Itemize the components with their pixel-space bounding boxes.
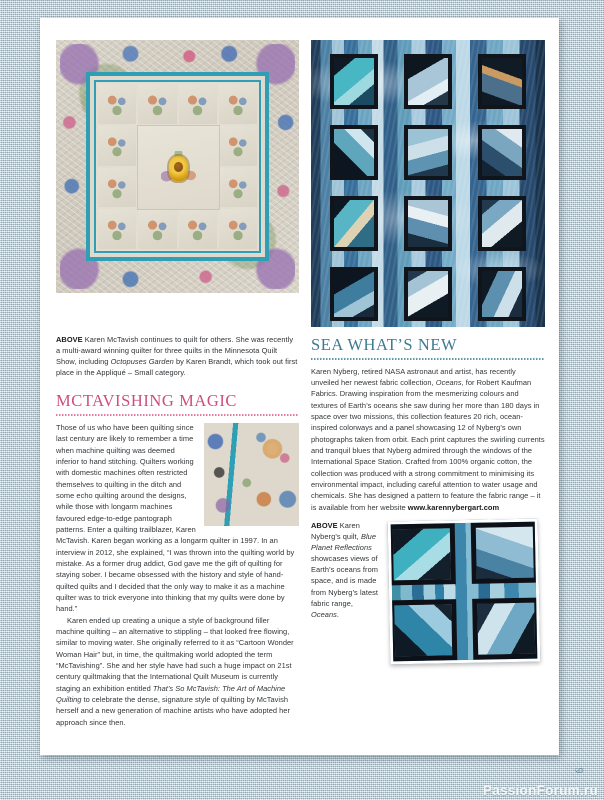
bottom-image-caption [311, 520, 383, 663]
magazine-page [40, 18, 559, 755]
quilt-block [138, 84, 176, 124]
quilt-block [179, 84, 217, 124]
paragraph-1: Those of us who have been quilting since last century are likely to remember a time when machine quilting was deemed inferior to hand stitching. Quilters working with domestic machines often restricted themselves to quilting in the ditch and some echo quilting around the designs, while those with longarm machines favoured edge-to-edge pantograph patterns. Enter a quilting trailblazer, Karen McTavish. Karen began working as a longarm quilter in 1997. In an interview in 2012, she explained, “I was thrown into the quilting world by mistake. As a former drug addict, God gave me the gift of quilting for staying sober. I became obsessed with the history and style of hand-quilted quilts and I decided that the only way to make it as a machine quilter was to trick everyone into thinking that my quilts were done by hand.” [56, 422, 295, 614]
ocean-photo-block [330, 125, 378, 180]
mctavishing-magic-heading: MCTAVISHING MAGIC [56, 391, 237, 411]
ocean-photo-block [478, 125, 526, 180]
left-column [56, 334, 299, 728]
ocean-photo-block [404, 54, 452, 109]
caption-text-2: by Karen Brandt, which took out first place in the Appliqué – Small category. [56, 357, 298, 378]
ocean-photo-block [404, 267, 452, 322]
website-link[interactable]: www.karennybergart.com [407, 502, 500, 512]
paragraph-1 [311, 366, 545, 513]
caption-lead-in: ABOVE [311, 520, 338, 530]
sea-whats-new-heading: SEA WHAT’S NEW [311, 335, 458, 354]
applique-ocean-quilt-photo [56, 40, 299, 293]
right-column [311, 334, 545, 728]
quilt-photo-block [472, 598, 540, 660]
diving-helmet-motif [169, 156, 188, 181]
top-image-caption [56, 334, 299, 378]
ocean-photo-block [478, 196, 526, 251]
quilt-block [219, 168, 257, 208]
page-number: 9 [572, 767, 587, 774]
ocean-photo-block [404, 196, 452, 251]
ocean-photo-block [404, 125, 452, 180]
quilt-block [98, 126, 136, 166]
left-column-body [56, 422, 299, 728]
right-column-body [311, 366, 545, 513]
heading-dotted-rule [311, 358, 545, 360]
page-content-area [56, 40, 545, 740]
ocean-photo-block [330, 267, 378, 322]
caption-text-2: showcases views of Earth’s oceans from space, and is made from Nyberg’s latest fabric range, [311, 554, 379, 608]
paragraph-2-text-2: to celebrate the dense, signature style of quilting by McTavish herself and a new generation of machine artists who have adopted her approach since then. [56, 695, 290, 727]
ocean-photo-block-grid [330, 54, 527, 321]
caption-italic-title: Octopuses Garden [110, 357, 174, 367]
quilt-block [219, 84, 257, 124]
caption-italic-title-2: Oceans [311, 609, 337, 619]
quilt-block [138, 209, 176, 249]
caption-text-1: Karen Nyberg’s quilt, [311, 520, 361, 542]
quilt-block [179, 209, 217, 249]
quilt-center-panel [137, 125, 220, 210]
quilt-photo-block [388, 523, 456, 585]
blue-ocean-panel-quilt-photo [311, 40, 545, 327]
ocean-photo-block [330, 196, 378, 251]
quilt-teal-inner-frame [86, 72, 269, 261]
quilt-block [98, 168, 136, 208]
caption-italic-title-1: Blue Planet Reflections [311, 532, 377, 553]
caption-text-3: . [336, 609, 340, 619]
collection-name-italic: Oceans [435, 377, 462, 387]
bottom-image-wrapper [389, 520, 539, 663]
watermark-text: PassionForum.ru [482, 783, 598, 798]
exhibition-title-italic: That’s So McTavish: The Art of Machine Quilting [56, 683, 286, 705]
paragraph-text-2: , for Robert Kaufman Fabrics. Drawing inspiration from the mesmerizing colours and textures of Earth’s oceans she saw during her more than 180 days in space over two missions, this collection features 20 rich, ocean-inspired colorways and a panel showcasing 12 of Nyberg’s own photographs taken from orbit. Each print captures the swirling currents and tranquil blues that Nyberg admired through the windows of the International Space Station. Crafted from 100% organic cotton, the collection was produced with a strong commitment to minimising its environmental impact, including careful attention to water usage and chemicals. She has designed a pattern to feature the fabric range – it is available from her website [311, 377, 545, 512]
blue-planet-reflections-quilt-photo [388, 519, 541, 665]
heading-dotted-rule [56, 414, 299, 416]
quilt-block [98, 84, 136, 124]
ocean-photo-block [330, 54, 378, 109]
top-images-row [56, 40, 545, 327]
quilt-photo-block-grid [388, 519, 541, 665]
caption-text-1: Karen McTavish continues to quilt for others. She was recently a multi-award winning quilter for three quilts in the Minnesota Quilt Show, including [56, 335, 294, 367]
paragraph-2 [56, 615, 299, 728]
paragraph-2-text-1: Karen ended up creating a unique a style of background filler machine quilting – an alternative to stippling – that looked free flowing, similar to moving water. She originally referred to it as “Cartoon Wonder Woman Hair” but, in time, the quiltmaking world adopted the term “McTavishing”. She and her style have had such a huge impact on 21st century quiltmaking that the International Quilt Museum is currently staging an exhibition entitled [56, 615, 294, 693]
quilt-block [219, 126, 257, 166]
caption-lead-in: ABOVE [56, 335, 83, 344]
quilt-photo-block [389, 599, 457, 661]
quilt-block [219, 209, 257, 249]
ocean-photo-block [478, 267, 526, 322]
bottom-caption-and-image [311, 520, 545, 663]
quilt-photo-block [471, 522, 539, 584]
applique-quilt-detail-photo [204, 423, 299, 526]
ocean-photo-block [478, 54, 526, 109]
detail-photo-motifs [204, 423, 299, 526]
article-columns [56, 334, 545, 728]
paragraph-text-1: Karen Nyberg, retired NASA astronaut and artist, has recently unveiled her newest fabric collection, [311, 366, 516, 387]
quilt-block [98, 209, 136, 249]
